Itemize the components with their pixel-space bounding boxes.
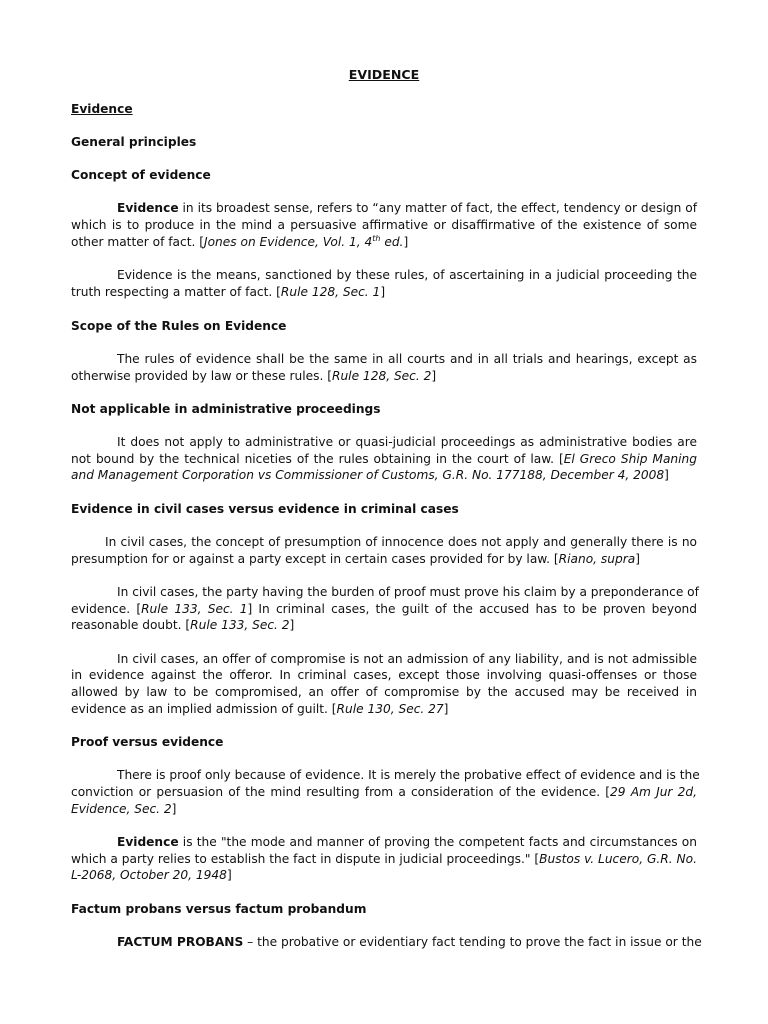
text-span: ] [171, 802, 177, 816]
paragraph-line [71, 284, 697, 300]
paragraph-line: Evidence is the means, sanctioned by these rules, of ascertaining in a judicial proceeding the [117, 268, 697, 282]
citation: Rule 128, Sec. 2 [331, 369, 432, 383]
paragraph-line: The rules of evidence shall be the same in all courts and in all trials and hearings, except as [117, 352, 697, 366]
paragraph-line [71, 368, 697, 384]
heading-civil-vs-criminal: Evidence in civil cases versus evidence in criminal cases [71, 502, 459, 516]
text-span: conviction or persuasion of the mind resulting from a consideration of the evidence. [ [71, 785, 611, 799]
citation: Riano, supra [558, 552, 636, 566]
citation [204, 235, 403, 249]
text-span: in its broadest sense, refers to “any matter of fact, the effect, tendency or design of [178, 201, 697, 215]
paragraph-line [71, 801, 697, 817]
heading-scope: Scope of the Rules on Evidence [71, 319, 287, 333]
bold-term: FACTUM PROBANS [117, 935, 244, 949]
heading-evidence: Evidence [71, 102, 133, 116]
citation: Rule 130, Sec. 27 [336, 702, 444, 716]
text-span: ] [431, 369, 437, 383]
heading-factum: Factum probans versus factum probandum [71, 902, 367, 916]
text-span: other matter of fact. [ [71, 235, 204, 249]
citation: and Management Corporation vs Commissioner of Customs, G.R. No. 177188, December 4, 2008 [71, 468, 665, 482]
text-span: not bound by the technical niceties of the rules obtaining in the court of law. [ [71, 452, 564, 466]
paragraph-line: allowed by law to be compromised, an offer of compromise by the accused may be received in [71, 685, 697, 699]
paragraph-line: It does not apply to administrative or quasi-judicial proceedings as administrative bodies are [117, 435, 697, 449]
citation-text: Jones on Evidence, Vol. 1, 4 [204, 235, 373, 249]
text-span: presumption for or against a party except in certain cases provided for by law. [ [71, 552, 559, 566]
citation: Evidence, Sec. 2 [71, 802, 172, 816]
heading-not-applicable: Not applicable in administrative proceedings [71, 402, 381, 416]
superscript: th [372, 233, 381, 243]
text-span: ] [289, 618, 295, 632]
document-title: EVIDENCE [348, 67, 420, 82]
text-span: ] [226, 868, 232, 882]
text-span: evidence. [ [71, 602, 142, 616]
citation: El Greco Ship Maning [563, 452, 697, 466]
heading-general-principles: General principles [71, 135, 197, 149]
paragraph-line [71, 601, 697, 617]
text-span: ] [664, 468, 669, 482]
text-span: ] [403, 235, 409, 249]
text-span: – the probative or evidentiary fact tending to prove the fact in issue or the [243, 935, 702, 949]
text-span: otherwise provided by law or these rules. [ [71, 369, 332, 383]
citation: Bustos v. Lucero, G.R. No. [539, 852, 697, 866]
paragraph-line [71, 451, 697, 467]
paragraph-line [71, 551, 697, 567]
text-span: ] [380, 285, 386, 299]
citation: Rule 128, Sec. 1 [280, 285, 381, 299]
paragraph-line [117, 200, 697, 216]
text-span: ] [443, 702, 449, 716]
text-span: reasonable doubt. [ [71, 618, 191, 632]
paragraph-line [71, 701, 697, 717]
heading-proof-vs-evidence: Proof versus evidence [71, 735, 224, 749]
text-span: evidence as an implied admission of guilt. [ [71, 702, 337, 716]
paragraph-line: In civil cases, an offer of compromise is not an admission of any liability, and is not admissible [117, 652, 697, 666]
paragraph-line: which is to produce in the mind a persuasive affirmative or disaffirmative of the existence of some [71, 218, 697, 232]
bold-term: Evidence [117, 201, 179, 215]
text-span: truth respecting a matter of fact. [ [71, 285, 281, 299]
paragraph-line [71, 867, 697, 883]
citation: Rule 133, Sec. 2 [190, 618, 290, 632]
text-span: ] [635, 552, 640, 566]
paragraph-line [117, 934, 702, 950]
text-span: which a party relies to establish the fact in dispute in judicial proceedings." [ [71, 852, 540, 866]
paragraph-line: In civil cases, the concept of presumption of innocence does not apply and generally there is no [105, 535, 697, 549]
paragraph-line: There is proof only because of evidence. It is merely the probative effect of evidence and is the [117, 768, 700, 782]
citation: Rule 133, Sec. 1 [141, 602, 248, 616]
paragraph-line [71, 851, 697, 867]
paragraph-line: In civil cases, the party having the burden of proof must prove his claim by a preponderance of [117, 585, 699, 599]
paragraph-line [71, 784, 697, 800]
paragraph-line: in evidence against the offeror. In criminal cases, except those involving quasi-offenses or those [71, 668, 697, 682]
heading-concept-of-evidence: Concept of evidence [71, 168, 211, 182]
paragraph-line [71, 467, 697, 483]
paragraph-line [71, 617, 697, 633]
citation: 29 Am Jur 2d, [610, 785, 697, 799]
bold-term: Evidence [117, 835, 179, 849]
citation: L-2068, October 20, 1948 [71, 868, 227, 882]
paragraph-line [117, 834, 697, 850]
citation-text: ed. [380, 235, 404, 249]
text-span: is the "the mode and manner of proving the competent facts and circumstances on [178, 835, 697, 849]
paragraph-line [71, 234, 697, 250]
text-span: ] In criminal cases, the guilt of the accused has to be proven beyond [247, 602, 697, 616]
